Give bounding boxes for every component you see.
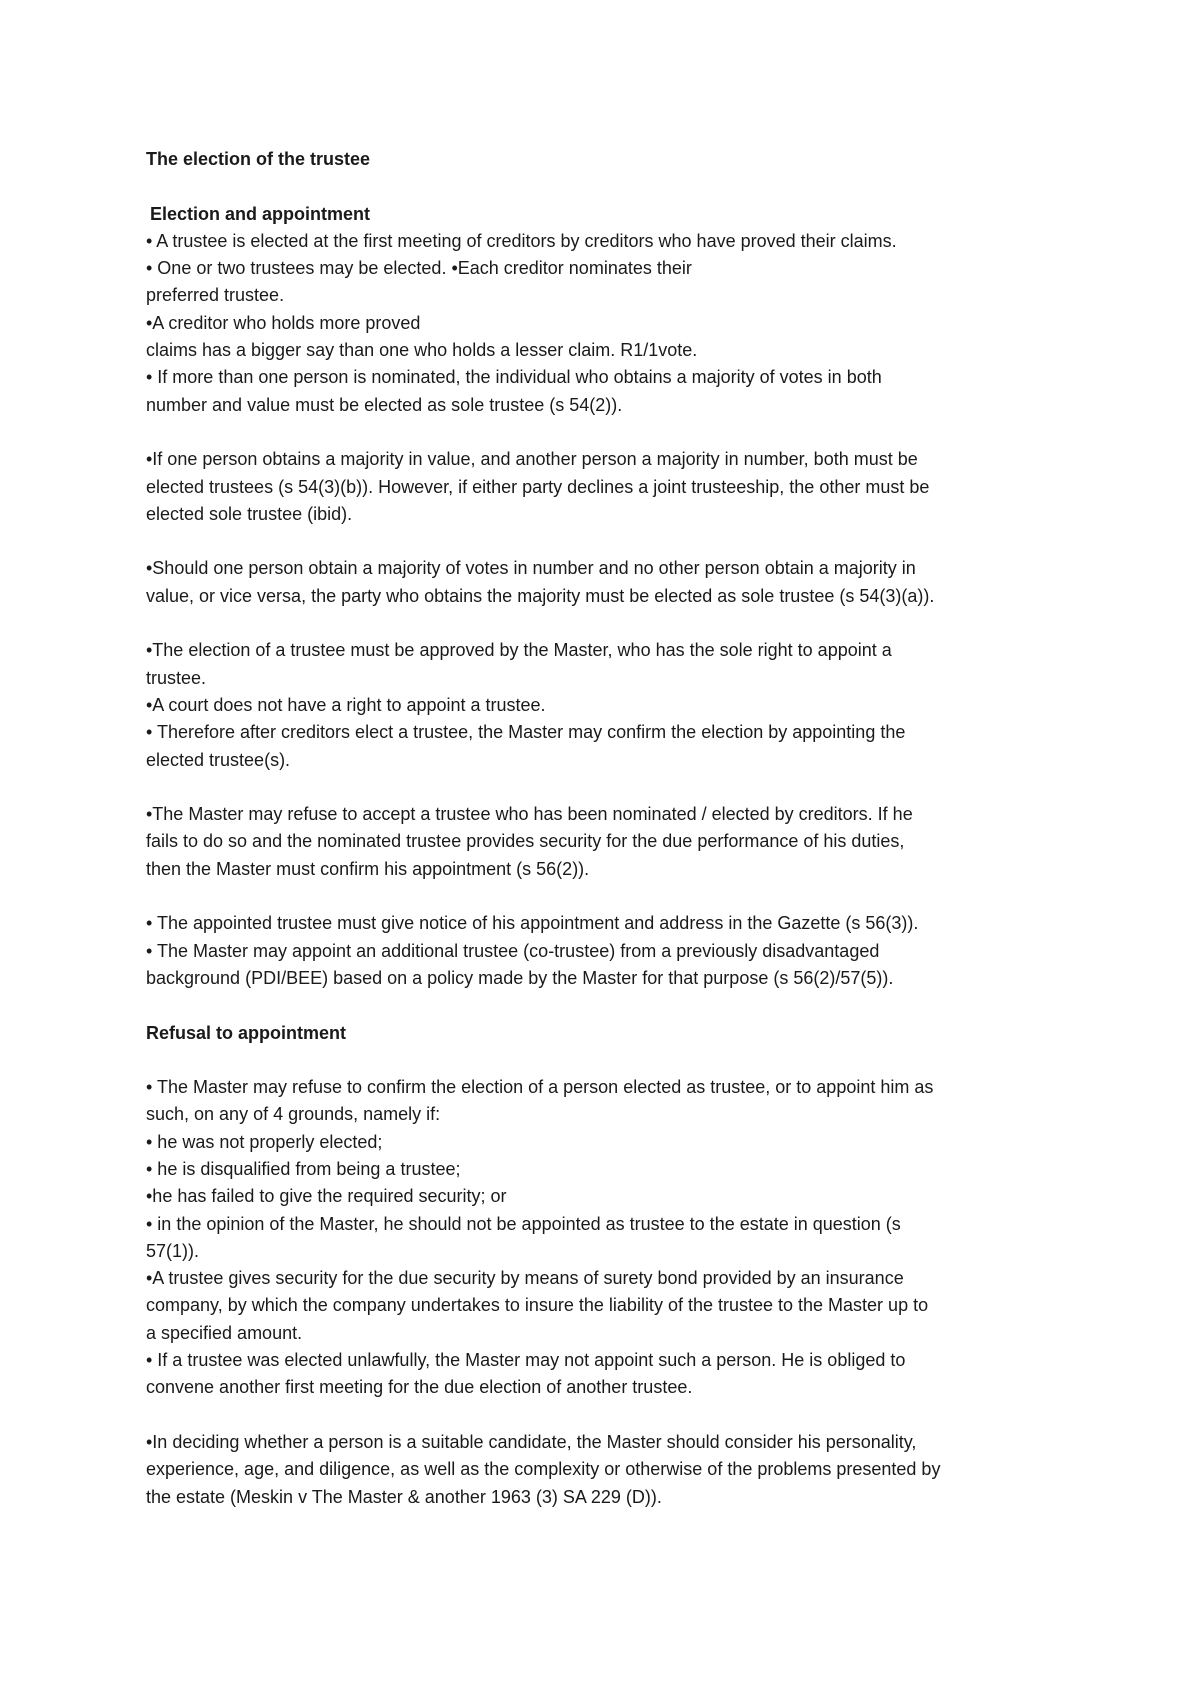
- paragraph-line: elected trustee(s).: [146, 749, 291, 770]
- paragraph-line: experience, age, and diligence, as well as the complexity or otherwise of the problems presented by: [146, 1459, 941, 1480]
- paragraph-line: value, or vice versa, the party who obtains the majority must be elected as sole trustee (s 54(3)(a)).: [146, 585, 935, 606]
- paragraph-line: • One or two trustees may be elected. •Each creditor nominates their: [146, 258, 692, 279]
- paragraph-line: number and value must be elected as sole trustee (s 54(2)).: [146, 394, 623, 415]
- paragraph-line: •A court does not have a right to appoint a trustee.: [146, 694, 546, 715]
- paragraph-line: elected trustees (s 54(3)(b)). However, if either party declines a joint trusteeship, the other must be: [146, 476, 930, 497]
- paragraph-line: then the Master must confirm his appointment (s 56(2)).: [146, 858, 590, 879]
- paragraph-line: preferred trustee.: [146, 285, 285, 306]
- paragraph-line: • he was not properly elected;: [146, 1131, 383, 1152]
- spacer: [146, 992, 1086, 1019]
- paragraph-line: •The Master may refuse to accept a trustee who has been nominated / elected by creditors. If he: [146, 804, 913, 825]
- paragraph-line: • If more than one person is nominated, the individual who obtains a majority of votes in both: [146, 367, 882, 388]
- paragraph-line: company, by which the company undertakes to insure the liability of the trustee to the Master up to: [146, 1295, 929, 1316]
- paragraph-line: claims has a bigger say than one who holds a lesser claim. R1/1vote.: [146, 340, 698, 361]
- document-title: The election of the trustee: [146, 149, 371, 169]
- paragraph-line: • If a trustee was elected unlawfully, the Master may not appoint such a person. He is obliged to: [146, 1350, 906, 1371]
- spacer: [146, 419, 1086, 446]
- paragraph-line: background (PDI/BEE) based on a policy made by the Master for that purpose (s 56(2)/57(5)).: [146, 967, 894, 988]
- paragraph-line: elected sole trustee (ibid).: [146, 503, 353, 524]
- document-body: [146, 146, 1086, 1511]
- section-heading-election: Election and appointment: [150, 203, 371, 224]
- paragraph-line: • The appointed trustee must give notice of his appointment and address in the Gazette (s 56(3)).: [146, 913, 919, 934]
- paragraph-line: 57(1)).: [146, 1240, 200, 1261]
- paragraph-line: •In deciding whether a person is a suitable candidate, the Master should consider his personality,: [146, 1431, 917, 1452]
- paragraph-line: convene another first meeting for the due election of another trustee.: [146, 1377, 693, 1398]
- paragraph-line: • The Master may refuse to confirm the election of a person elected as trustee, or to appoint him as: [146, 1077, 934, 1098]
- paragraph-line: •If one person obtains a majority in value, and another person a majority in number, both must be: [146, 449, 918, 470]
- paragraph-line: •Should one person obtain a majority of votes in number and no other person obtain a majority in: [146, 558, 916, 579]
- paragraph-line: a specified amount.: [146, 1322, 303, 1343]
- paragraph-line: • in the opinion of the Master, he should not be appointed as trustee to the estate in question (s: [146, 1213, 901, 1234]
- spacer: [146, 1047, 1086, 1074]
- spacer: [146, 173, 1086, 200]
- paragraph-line: trustee.: [146, 667, 207, 688]
- spacer: [146, 774, 1086, 801]
- paragraph-line: fails to do so and the nominated trustee provides security for the due performance of his duties,: [146, 831, 905, 852]
- paragraph-line: •he has failed to give the required security; or: [146, 1186, 507, 1207]
- spacer: [146, 528, 1086, 555]
- paragraph-line: •A creditor who holds more proved: [146, 312, 421, 333]
- paragraph-line: such, on any of 4 grounds, namely if:: [146, 1104, 441, 1125]
- paragraph-line: •The election of a trustee must be approved by the Master, who has the sole right to appoint a: [146, 640, 892, 661]
- paragraph-line: • he is disqualified from being a trustee;: [146, 1158, 461, 1179]
- spacer: [146, 610, 1086, 637]
- spacer: [146, 1402, 1086, 1429]
- paragraph-line: • The Master may appoint an additional trustee (co-trustee) from a previously disadvantaged: [146, 940, 880, 961]
- paragraph-line: the estate (Meskin v The Master & another 1963 (3) SA 229 (D)).: [146, 1486, 662, 1507]
- paragraph-line: • Therefore after creditors elect a trustee, the Master may confirm the election by appointing the: [146, 722, 906, 743]
- paragraph-line: • A trustee is elected at the first meeting of creditors by creditors who have proved their claims.: [146, 230, 897, 251]
- section-heading-refusal: Refusal to appointment: [146, 1022, 347, 1043]
- spacer: [146, 883, 1086, 910]
- paragraph-line: •A trustee gives security for the due security by means of surety bond provided by an insurance: [146, 1268, 904, 1289]
